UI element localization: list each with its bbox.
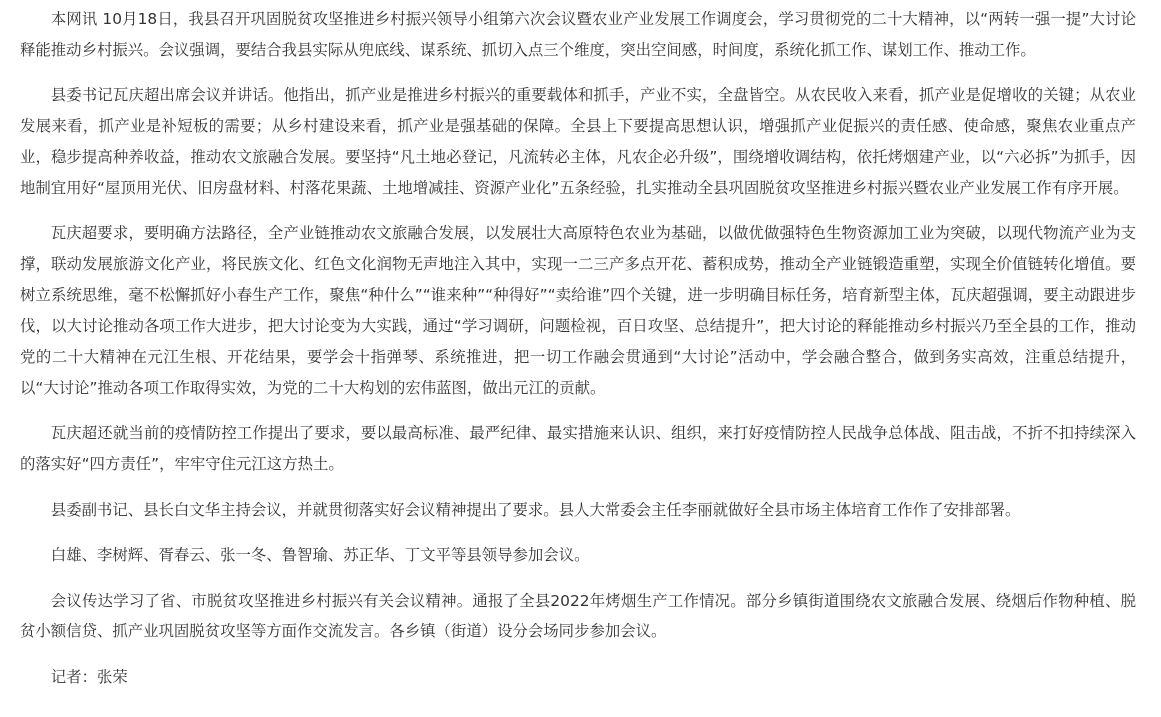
article-body — [20, 4, 1136, 693]
paragraph-host: 县委副书记、县长白文华主持会议，并就贯彻落实好会议精神提出了要求。县人大常委会主任李丽就做好全县市场主体培育工作作了安排部署。 — [50, 500, 1021, 519]
paragraph-requirements: 瓦庆超要求，要明确方法路径，全产业链推动农文旅融合发展，以发展壮大高原特色农业为基础，以做优做强特色生物资源加工业为突破，以现代物流产业为支撑，联动发展旅游文化产业，将民族文化、红色文化润物无声地注入其中，实现一二三产多点开花、蓄积成势，推动全产业链锻造重塑，实现全价值链转化增值。要树立系统思维，毫不松懈抓好小春生产工作，聚焦“种什么”“谁来种”“种得好”“卖给谁”四个关键，进一步明确目标任务，培育新型主体，瓦庆超强调，要主动跟进步伐，以大讨论推动各项工作大进步，把大讨论变为大实践，通过“学习调研，问题检视，百日攻坚、总结提升”，把大讨论的释能推动乡村振兴乃至全县的工作，推动党的二十大精神在元江生根、开花结果，要学会十指弹琴、系统推进，把一切工作融会贯通到“大讨论”活动中，学会融合整合，做到务实高效，注重总结提升，以“大讨论”推动各项工作取得实效，为党的二十大构划的宏伟蓝图，做出元江的贡献。 — [20, 224, 1136, 397]
reporter-credit: 记者：张荣 — [50, 667, 128, 686]
paragraph-summary: 会议传达学习了省、市脱贫攻坚推进乡村振兴有关会议精神。通报了全县2022年烤烟生产工作情况。部分乡镇街道围绕农文旅融合发展、绕烟后作物种植、脱贫小额信贷、抓产业巩固脱贫攻坚等方面作交流发言。各乡镇（街道）设分会场同步参加会议。 — [20, 591, 1136, 641]
paragraph-epidemic: 瓦庆超还就当前的疫情防控工作提出了要求，要以最高标准、最严纪律、最实措施来认识、组织，来打好疫情防控人民战争总体战、阻击战，不折不扣持续深入的落实好“四方责任”，牢牢守住元江这方热土。 — [20, 424, 1136, 474]
paragraph-attendees: 白雄、李树辉、胥春云、张一冬、鲁智瑜、苏正华、丁文平等县领导参加会议。 — [50, 546, 590, 565]
paragraph-lead: 本网讯 10月18日，我县召开巩固脱贫攻坚推进乡村振兴领导小组第六次会议暨农业产业发展工作调度会，学习贯彻党的二十大精神，以“两转一强一提”大讨论释能推动乡村振兴。会议强调，要结合我县实际从兜底线、谋系统、抓切入点三个维度，突出空间感，时间度，系统化抓工作、谋划工作、推动工作。 — [20, 10, 1136, 59]
paragraph-speech: 县委书记瓦庆超出席会议并讲话。他指出，抓产业是推进乡村振兴的重要载体和抓手，产业不实，全盘皆空。从农民收入来看，抓产业是促增收的关键；从农业发展来看，抓产业是补短板的需要；从乡村建设来看，抓产业是强基础的保障。全县上下要提高思想认识，增强抓产业促振兴的责任感、使命感，聚焦农业重点产业，稳步提高种养收益，推动农文旅融合发展。要坚持“凡土地必登记，凡流转必主体，凡农企必升级”，围绕增收调结构，依托烤烟建产业，以“六必拆”为抓手，因地制宜用好“屋顶用光伏、旧房盘材料、村落花果蔬、土地增减挂、资源产业化”五条经验，扎实推动全县巩固脱贫攻坚推进乡村振兴暨农业产业发展工作有序开展。 — [20, 86, 1136, 198]
